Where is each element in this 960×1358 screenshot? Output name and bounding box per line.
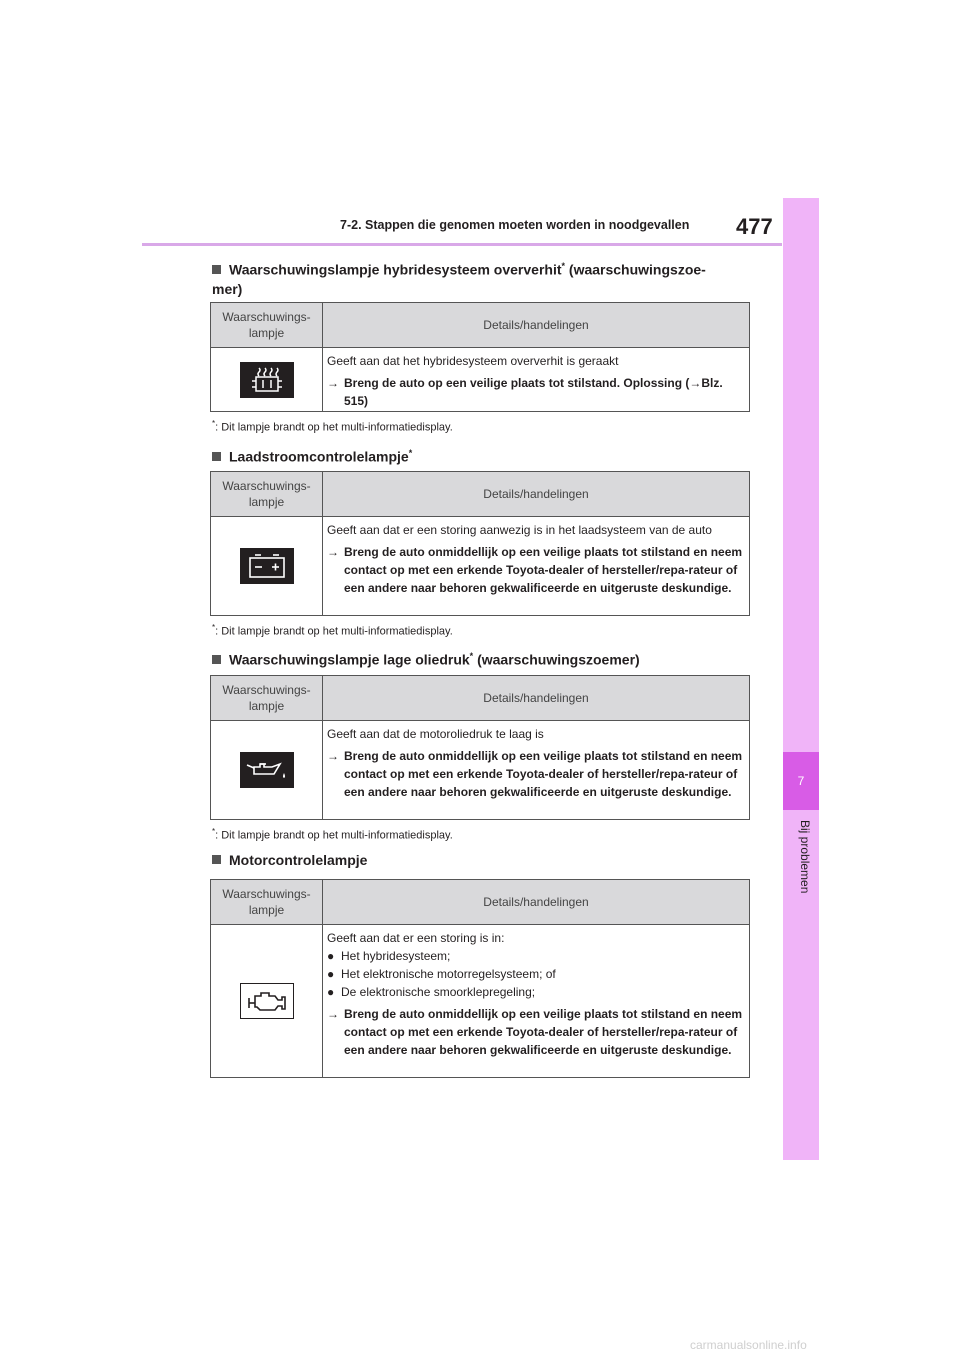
section-heading-oil-pressure: Waarschuwingslampje lage oliedruk* (waarschuwingszoemer) (212, 647, 732, 670)
footnote: *: Dit lampje brandt op het multi-informatiedisplay. (212, 827, 453, 842)
arrow-icon: → (327, 545, 339, 559)
arrow-icon: → (327, 749, 339, 763)
action-instruction: → Breng de auto op een veilige plaats tot stilstand. Oplossing (→Blz. 515) (327, 376, 723, 408)
list-item: ● Het hybridesysteem; (327, 949, 451, 963)
arrow-icon: → (327, 376, 339, 390)
battery-charge-icon (240, 548, 294, 584)
table-header-row (211, 676, 749, 721)
footnote: *: Dit lampje brandt op het multi-informatiedisplay. (212, 419, 453, 434)
warning-table-oil-pressure (210, 675, 750, 820)
col-header-details: Details/handelingen (483, 691, 589, 705)
bullet-icon: ● (327, 985, 335, 999)
chapter-label: Bij problemen (798, 820, 812, 894)
col-header-lamp: Waarschuwings-lampje (211, 880, 323, 924)
page-number: 477 (736, 214, 773, 239)
action-instruction: → Breng de auto onmiddellijk op een veilige plaats tot stilstand en neem contact op met een erkende Toyota-dealer of hersteller/repa-rateur of een andere naar behoren gekwalificeerde en uitgeruste deskundige. (327, 749, 743, 799)
table-header-row (211, 472, 749, 517)
warning-table-charge (210, 471, 750, 616)
description-text: Geeft aan dat er een storing is in: (327, 931, 505, 945)
bullet-icon: ● (327, 967, 335, 981)
list-item: ● Het elektronische motorregelsysteem; of (327, 967, 556, 981)
bullet-icon: ● (327, 949, 335, 963)
footnote: *: Dit lampje brandt op het multi-informatiedisplay. (212, 623, 453, 638)
section-heading-charge: Laadstroomcontrolelampje* (212, 444, 732, 467)
section-heading-hybrid-overheat: Waarschuwingslampje hybridesysteem oververhit* (waarschuwingszoe-mer) (212, 261, 706, 297)
col-header-lamp: Waarschuwings-lampje (211, 676, 323, 720)
section-square-icon (212, 855, 221, 864)
list-item: ● De elektronische smoorklepregeling; (327, 985, 536, 999)
section-square-icon (212, 265, 221, 274)
table-row (211, 517, 749, 615)
description-text: Geeft aan dat de motoroliedruk te laag is (327, 727, 544, 741)
col-header-lamp: Waarschuwings-lampje (211, 472, 323, 516)
description-text: Geeft aan dat er een storing aanwezig is in het laadsysteem van de auto (327, 523, 712, 537)
chapter-tab[interactable]: 7 (783, 752, 819, 810)
section-heading-check-engine: Motorcontrolelampje (212, 851, 732, 870)
running-header-title: 7-2. Stappen die genomen moeten worden in noodgevallen (340, 218, 690, 232)
hybrid-system-overheat-icon (240, 362, 294, 398)
table-row (211, 925, 749, 1077)
section-square-icon (212, 452, 221, 461)
oil-pressure-icon (240, 752, 294, 788)
action-instruction: → Breng de auto onmiddellijk op een veilige plaats tot stilstand en neem contact op met een erkende Toyota-dealer of hersteller/repa-rateur of een andere naar behoren gekwalificeerde en uitgeruste deskundige. (327, 1007, 743, 1057)
check-engine-icon (240, 983, 294, 1019)
table-header-row (211, 303, 749, 348)
table-header-row (211, 880, 749, 925)
table-row (211, 721, 749, 819)
warning-table-check-engine (210, 879, 750, 1078)
col-header-details: Details/handelingen (483, 487, 589, 501)
chapter-side-band (783, 198, 819, 1160)
col-header-details: Details/handelingen (483, 895, 589, 909)
arrow-icon: → (327, 1007, 339, 1021)
watermark: carmanualsonline.info (690, 1338, 807, 1352)
section-square-icon (212, 655, 221, 664)
description-text: Geeft aan dat het hybridesysteem oververhit is geraakt (327, 354, 619, 368)
header-rule (142, 243, 782, 246)
col-header-details: Details/handelingen (483, 318, 589, 332)
table-row (211, 348, 749, 411)
action-instruction: → Breng de auto onmiddellijk op een veilige plaats tot stilstand en neem contact op met een erkende Toyota-dealer of hersteller/repa-rateur of een andere naar behoren gekwalificeerde en uitgeruste deskundige. (327, 545, 743, 595)
col-header-lamp: Waarschuwings-lampje (211, 303, 323, 347)
warning-table-hybrid-overheat (210, 302, 750, 412)
